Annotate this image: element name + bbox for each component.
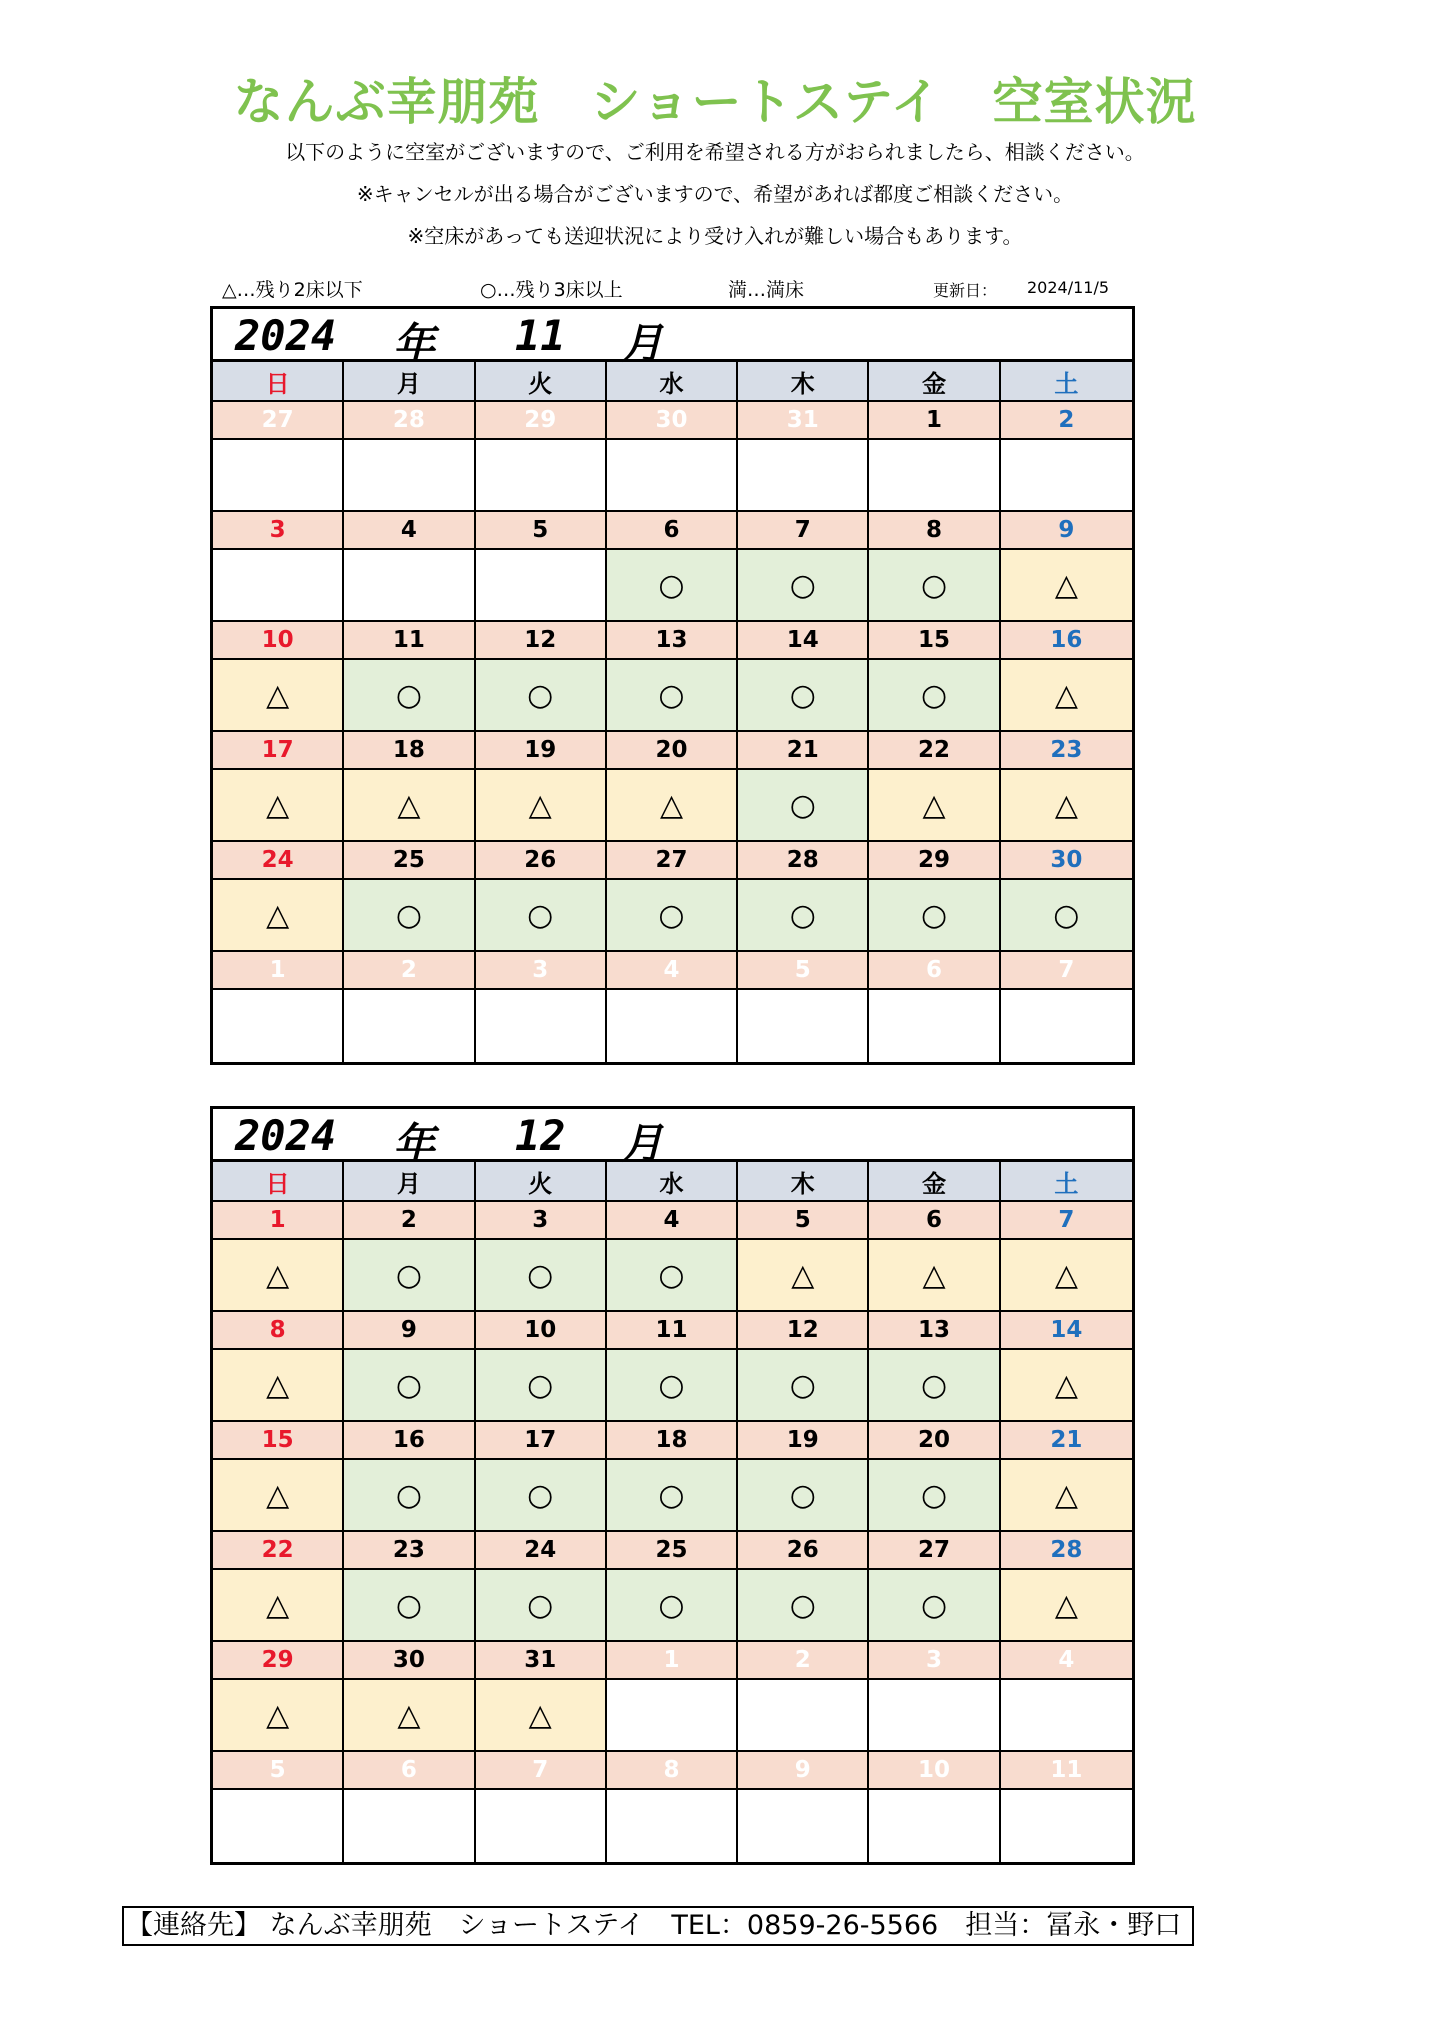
availability-cell: ○: [869, 1570, 1000, 1642]
availability-cell: ○: [344, 1570, 475, 1642]
date-cell: 3: [476, 1202, 607, 1240]
date-cell: 9: [738, 1752, 869, 1790]
availability-cell: ○: [738, 660, 869, 732]
date-cell: 4: [607, 952, 738, 990]
date-cell: 25: [344, 842, 475, 880]
availability-cell: ○: [869, 1460, 1000, 1532]
contact-footer: 【連絡先】 なんぶ幸朋苑 ショートステイ TEL：0859-26-5566 担当：冨永・野口: [122, 1906, 1194, 1946]
availability-cell: [213, 1790, 344, 1862]
date-cell: 31: [476, 1642, 607, 1680]
date-cell: 13: [607, 622, 738, 660]
availability-cell: ○: [869, 1350, 1000, 1422]
date-cell: 22: [869, 732, 1000, 770]
availability-cell: [869, 1680, 1000, 1752]
availability-cell: △: [213, 1240, 344, 1312]
date-cell: 28: [738, 842, 869, 880]
date-cell: 2: [344, 1202, 475, 1240]
availability-cell: △: [1001, 1240, 1132, 1312]
date-cell: 19: [738, 1422, 869, 1460]
updated-label: 更新日：: [933, 281, 998, 300]
availability-cell: [213, 550, 344, 622]
date-cell: 20: [869, 1422, 1000, 1460]
availability-cell: ○: [344, 1350, 475, 1422]
date-cell: 12: [738, 1312, 869, 1350]
availability-cell: ○: [607, 880, 738, 952]
legend-triangle: △…残り2床以下: [222, 279, 363, 301]
date-cell: 18: [607, 1422, 738, 1460]
availability-cell: ○: [738, 770, 869, 842]
availability-cell: △: [738, 1240, 869, 1312]
availability-cell: △: [869, 770, 1000, 842]
date-cell: 23: [1001, 732, 1132, 770]
date-cell: 22: [213, 1532, 344, 1570]
date-cell: 21: [1001, 1422, 1132, 1460]
availability-cell: [738, 440, 869, 512]
availability-cell: ○: [738, 880, 869, 952]
date-cell: 15: [869, 622, 1000, 660]
page-title: なんぶ幸朋苑 ショートステイ 空室状況: [233, 73, 1197, 131]
date-cell: 1: [607, 1642, 738, 1680]
availability-cell: [344, 1790, 475, 1862]
availability-cell: △: [213, 1570, 344, 1642]
availability-cell: ○: [607, 1350, 738, 1422]
availability-cell: [344, 550, 475, 622]
date-cell: 8: [607, 1752, 738, 1790]
date-cell: 25: [607, 1532, 738, 1570]
availability-cell: △: [476, 1680, 607, 1752]
date-cell: 7: [476, 1752, 607, 1790]
updated-date: 2024/11/5: [1027, 278, 1110, 297]
date-cell: 31: [738, 402, 869, 440]
notice-line-2: ※キャンセルが出る場合がございますので、希望があれば都度ご相談ください。: [356, 182, 1074, 206]
availability-cell: [869, 990, 1000, 1062]
date-cell: 1: [213, 1202, 344, 1240]
date-cell: 4: [344, 512, 475, 550]
date-cell: 8: [869, 512, 1000, 550]
date-cell: 7: [1001, 952, 1132, 990]
notice-line-1: 以下のように空室がございますので、ご利用を希望される方がおられましたら、相談ください。: [285, 140, 1145, 164]
availability-cell: △: [344, 770, 475, 842]
availability-cell: ○: [344, 1460, 475, 1532]
date-cell: 5: [213, 1752, 344, 1790]
date-cell: 15: [213, 1422, 344, 1460]
availability-cell: △: [1001, 1570, 1132, 1642]
weekday-header: 日: [213, 1162, 344, 1202]
availability-cell: ○: [738, 1460, 869, 1532]
date-cell: 3: [869, 1642, 1000, 1680]
availability-cell: △: [1001, 550, 1132, 622]
availability-cell: △: [213, 1680, 344, 1752]
availability-cell: [213, 440, 344, 512]
availability-cell: [476, 1790, 607, 1862]
date-cell: 5: [738, 1202, 869, 1240]
date-cell: 3: [476, 952, 607, 990]
date-cell: 8: [213, 1312, 344, 1350]
availability-cell: ○: [738, 1570, 869, 1642]
calendar-month-label: 月: [621, 319, 664, 368]
availability-cell: [607, 990, 738, 1062]
date-cell: 30: [344, 1642, 475, 1680]
availability-cell: △: [1001, 660, 1132, 732]
calendar-grid: [213, 362, 1132, 1062]
weekday-header: 水: [607, 362, 738, 402]
calendar-december: [210, 1106, 1135, 1865]
availability-cell: [1001, 1680, 1132, 1752]
date-cell: 4: [1001, 1642, 1132, 1680]
availability-cell: [344, 990, 475, 1062]
date-cell: 11: [607, 1312, 738, 1350]
weekday-header: 水: [607, 1162, 738, 1202]
date-cell: 10: [869, 1752, 1000, 1790]
availability-cell: △: [607, 770, 738, 842]
availability-cell: [607, 1680, 738, 1752]
weekday-header: 日: [213, 362, 344, 402]
availability-cell: [1001, 990, 1132, 1062]
date-cell: 29: [476, 402, 607, 440]
date-cell: 29: [213, 1642, 344, 1680]
date-cell: 24: [476, 1532, 607, 1570]
calendar-title: [213, 1109, 1132, 1168]
calendar-month: 12: [515, 1111, 566, 1160]
availability-cell: [869, 1790, 1000, 1862]
availability-cell: [476, 990, 607, 1062]
availability-cell: ○: [869, 660, 1000, 732]
date-cell: 12: [476, 622, 607, 660]
availability-cell: ○: [344, 880, 475, 952]
availability-cell: ○: [476, 660, 607, 732]
availability-cell: [476, 550, 607, 622]
calendar-year: 2024: [235, 311, 337, 360]
calendar-year: 2024: [235, 1111, 337, 1160]
date-cell: 28: [1001, 1532, 1132, 1570]
availability-cell: [738, 990, 869, 1062]
date-cell: 13: [869, 1312, 1000, 1350]
calendar-year-label: 年: [393, 319, 436, 368]
date-cell: 6: [869, 952, 1000, 990]
availability-cell: [607, 1790, 738, 1862]
weekday-header: 火: [476, 362, 607, 402]
availability-cell: [869, 440, 1000, 512]
date-cell: 26: [738, 1532, 869, 1570]
date-cell: 4: [607, 1202, 738, 1240]
legend-full: 満…満床: [728, 279, 805, 301]
date-cell: 1: [213, 952, 344, 990]
date-cell: 27: [213, 402, 344, 440]
date-cell: 10: [476, 1312, 607, 1350]
availability-cell: ○: [476, 880, 607, 952]
calendar-month: 11: [515, 311, 566, 360]
availability-cell: ○: [476, 1570, 607, 1642]
availability-cell: ○: [738, 1350, 869, 1422]
availability-cell: [476, 440, 607, 512]
date-cell: 7: [1001, 1202, 1132, 1240]
date-cell: 16: [1001, 622, 1132, 660]
availability-cell: △: [1001, 1460, 1132, 1532]
weekday-header: 火: [476, 1162, 607, 1202]
date-cell: 9: [344, 1312, 475, 1350]
date-cell: 28: [344, 402, 475, 440]
date-cell: 24: [213, 842, 344, 880]
calendar-month-label: 月: [621, 1119, 664, 1168]
date-cell: 29: [869, 842, 1000, 880]
date-cell: 19: [476, 732, 607, 770]
legend-circle: ○…残り3床以上: [480, 279, 623, 301]
date-cell: 21: [738, 732, 869, 770]
availability-cell: ○: [476, 1350, 607, 1422]
availability-cell: △: [1001, 1350, 1132, 1422]
availability-cell: △: [213, 1460, 344, 1532]
calendar-november: [210, 306, 1135, 1065]
calendar-year-label: 年: [393, 1119, 436, 1168]
notice-line-3: ※空床があっても送迎状況により受け入れが難しい場合もあります。: [407, 224, 1023, 248]
availability-cell: ○: [607, 1460, 738, 1532]
date-cell: 5: [738, 952, 869, 990]
date-cell: 2: [344, 952, 475, 990]
availability-cell: ○: [607, 660, 738, 732]
availability-cell: [738, 1680, 869, 1752]
date-cell: 23: [344, 1532, 475, 1570]
date-cell: 6: [607, 512, 738, 550]
weekday-header: 金: [869, 1162, 1000, 1202]
date-cell: 27: [607, 842, 738, 880]
date-cell: 6: [869, 1202, 1000, 1240]
date-cell: 6: [344, 1752, 475, 1790]
weekday-header: 土: [1001, 362, 1132, 402]
availability-cell: ○: [344, 660, 475, 732]
calendar-title: [213, 309, 1132, 368]
date-cell: 17: [476, 1422, 607, 1460]
date-cell: 27: [869, 1532, 1000, 1570]
weekday-header: 金: [869, 362, 1000, 402]
availability-cell: △: [213, 660, 344, 732]
date-cell: 11: [344, 622, 475, 660]
availability-cell: ○: [607, 550, 738, 622]
date-cell: 5: [476, 512, 607, 550]
availability-cell: [1001, 1790, 1132, 1862]
date-cell: 14: [738, 622, 869, 660]
availability-cell: △: [869, 1240, 1000, 1312]
date-cell: 2: [738, 1642, 869, 1680]
availability-cell: ○: [1001, 880, 1132, 952]
availability-cell: ○: [607, 1240, 738, 1312]
date-cell: 9: [1001, 512, 1132, 550]
date-cell: 14: [1001, 1312, 1132, 1350]
date-cell: 1: [869, 402, 1000, 440]
date-cell: 7: [738, 512, 869, 550]
availability-cell: [1001, 440, 1132, 512]
date-cell: 30: [1001, 842, 1132, 880]
availability-cell: ○: [738, 550, 869, 622]
availability-cell: △: [344, 1680, 475, 1752]
calendar-grid: [213, 1162, 1132, 1862]
availability-cell: ○: [607, 1570, 738, 1642]
date-cell: 11: [1001, 1752, 1132, 1790]
weekday-header: 月: [344, 362, 475, 402]
availability-cell: [213, 990, 344, 1062]
weekday-header: 木: [738, 1162, 869, 1202]
date-cell: 10: [213, 622, 344, 660]
date-cell: 3: [213, 512, 344, 550]
weekday-header: 月: [344, 1162, 475, 1202]
date-cell: 20: [607, 732, 738, 770]
availability-cell: ○: [476, 1240, 607, 1312]
availability-cell: △: [213, 770, 344, 842]
availability-cell: ○: [869, 880, 1000, 952]
date-cell: 18: [344, 732, 475, 770]
availability-cell: ○: [344, 1240, 475, 1312]
availability-cell: △: [1001, 770, 1132, 842]
date-cell: 26: [476, 842, 607, 880]
availability-cell: [738, 1790, 869, 1862]
availability-cell: [344, 440, 475, 512]
date-cell: 17: [213, 732, 344, 770]
availability-cell: ○: [869, 550, 1000, 622]
weekday-header: 土: [1001, 1162, 1132, 1202]
weekday-header: 木: [738, 362, 869, 402]
availability-cell: △: [213, 1350, 344, 1422]
date-cell: 30: [607, 402, 738, 440]
availability-cell: △: [213, 880, 344, 952]
date-cell: 2: [1001, 402, 1132, 440]
availability-cell: ○: [476, 1460, 607, 1532]
date-cell: 16: [344, 1422, 475, 1460]
availability-cell: △: [476, 770, 607, 842]
availability-cell: [607, 440, 738, 512]
